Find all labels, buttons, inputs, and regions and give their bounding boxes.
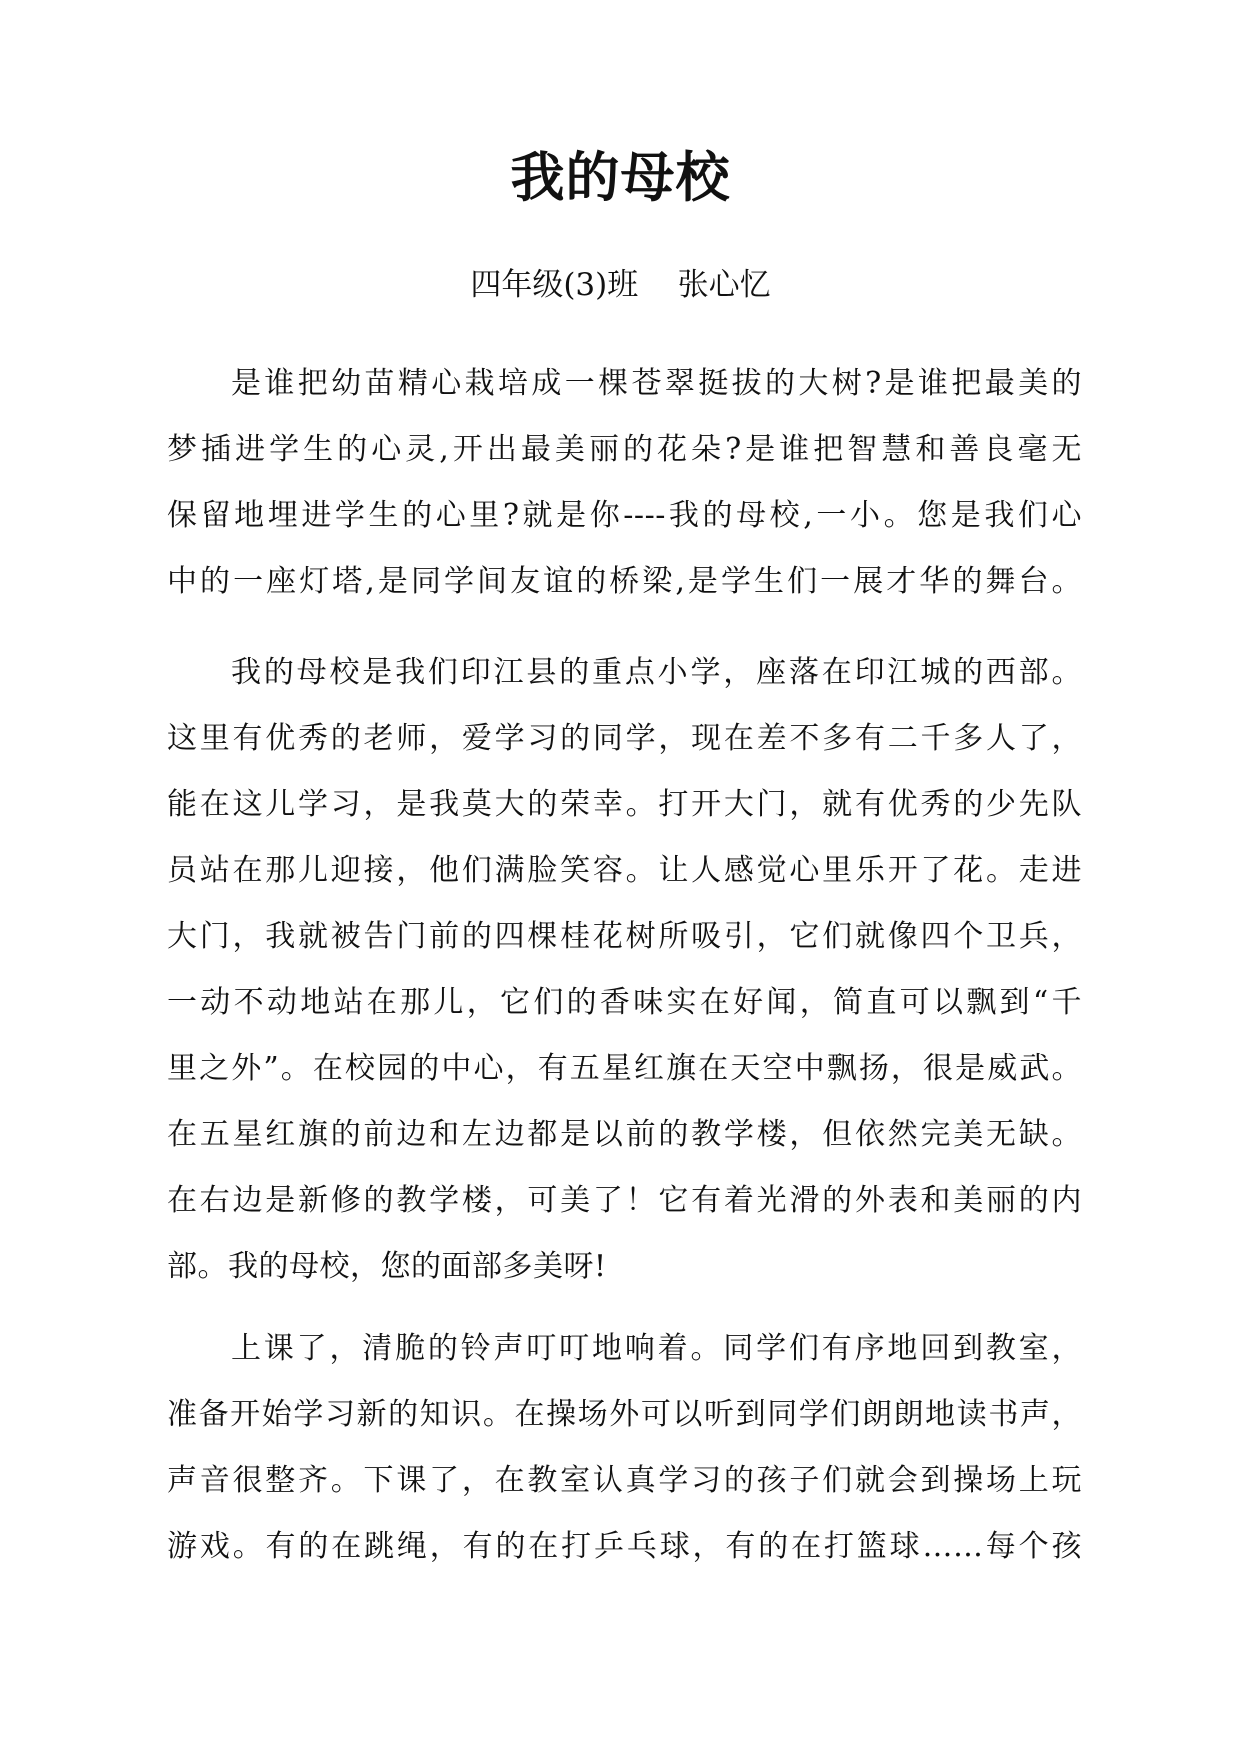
text-line: 上课了，清脆的铃声叮叮地响着。同学们有序地回到教室， <box>231 1331 1082 1366</box>
text-line: 这里有优秀的老师，爱学习的同学，现在差不多有二千多人了， <box>167 721 1082 756</box>
text-line: 一动不动地站在那儿，它们的香味实在好闻，简直可以飘到“千 <box>167 985 1082 1020</box>
text-line: 游戏。有的在跳绳，有的在打乒乓球，有的在打篮球……每个孩 <box>167 1529 1082 1564</box>
text-line: 我的母校是我们印江县的重点小学，座落在印江城的西部。 <box>231 655 1082 690</box>
text-line: 在右边是新修的教学楼，可美了！它有着光滑的外表和美丽的内 <box>167 1183 1082 1218</box>
text-line: 员站在那儿迎接，他们满脸笑容。让人感觉心里乐开了花。走进 <box>167 853 1082 888</box>
text-line: 能在这儿学习，是我莫大的荣幸。打开大门，就有优秀的少先队 <box>167 787 1082 822</box>
paragraph-2 <box>167 640 1082 1300</box>
text-line: 声音很整齐。下课了，在教室认真学习的孩子们就会到操场上玩 <box>167 1463 1082 1498</box>
text-line: 准备开始学习新的知识。在操场外可以听到同学们朗朗地读书声， <box>167 1397 1082 1432</box>
paragraph-3 <box>167 1316 1082 1580</box>
paragraph-1 <box>167 351 1082 615</box>
text-line: 保留地埋进学生的心里?就是你----我的母校,一小。您是我们心 <box>167 498 1082 533</box>
text-line: 里之外”。在校园的中心，有五星红旗在天空中飘扬，很是威武。 <box>167 1051 1082 1086</box>
text-line: 是谁把幼苗精心栽培成一棵苍翠挺拔的大树?是谁把最美的 <box>231 366 1082 401</box>
text-line: 梦插进学生的心灵,开出最美丽的花朵?是谁把智慧和善良毫无 <box>167 432 1082 467</box>
author-byline: 四年级(3)班 张心忆 <box>470 267 771 303</box>
text-line: 大门，我就被告门前的四棵桂花树所吸引，它们就像四个卫兵， <box>167 919 1082 954</box>
page-title: 我的母校 <box>510 146 731 209</box>
text-line: 在五星红旗的前边和左边都是以前的教学楼，但依然完美无缺。 <box>167 1117 1082 1152</box>
text-line: 部。我的母校，您的面部多美呀! <box>167 1249 607 1284</box>
text-line: 中的一座灯塔,是同学间友谊的桥梁,是学生们一展才华的舞台。 <box>167 564 1082 599</box>
